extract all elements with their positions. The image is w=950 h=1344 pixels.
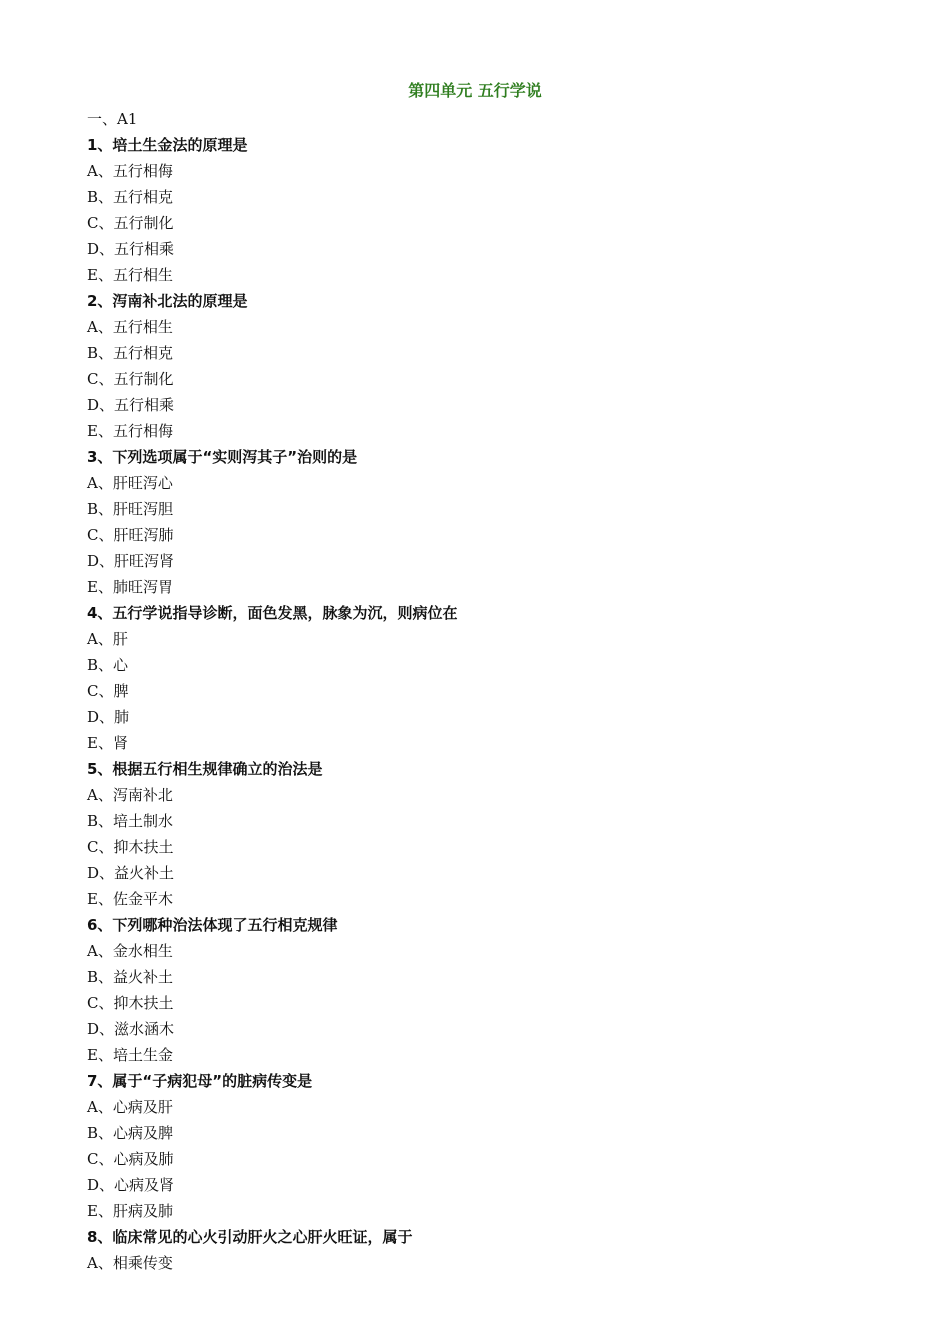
answer-option: A、肝	[87, 630, 128, 648]
answer-option: D、肝旺泻肾	[87, 552, 175, 570]
answer-option: A、相乘传变	[87, 1254, 173, 1272]
page-title: 第四单元 五行学说	[408, 81, 542, 100]
answer-option: A、金水相生	[87, 942, 173, 960]
answer-option: E、肺旺泻胃	[87, 578, 173, 596]
answer-option: D、肺	[87, 708, 130, 726]
answer-option: E、佐金平木	[87, 890, 173, 908]
question-stem: 5、根据五行相生规律确立的治法是	[87, 760, 323, 778]
question-list	[87, 106, 887, 1276]
answer-option: B、益火补土	[87, 968, 174, 986]
answer-option: D、益火补土	[87, 864, 175, 882]
answer-option: D、滋水涵木	[87, 1020, 175, 1038]
answer-option: C、心病及肺	[87, 1150, 174, 1168]
answer-option: E、肝病及肺	[87, 1202, 173, 1220]
question-stem: 8、临床常见的心火引动肝火之心肝火旺证，属于	[87, 1228, 413, 1246]
answer-option: A、五行相生	[87, 318, 173, 336]
answer-option: B、心病及脾	[87, 1124, 174, 1142]
answer-option: E、培土生金	[87, 1046, 173, 1064]
answer-option: D、心病及肾	[87, 1176, 175, 1194]
answer-option: D、五行相乘	[87, 240, 175, 258]
question-stem: 7、属于“子病犯母”的脏病传变是	[87, 1072, 313, 1090]
answer-option: B、心	[87, 656, 129, 674]
answer-option: B、肝旺泻胆	[87, 500, 174, 518]
question-stem: 2、泻南补北法的原理是	[87, 292, 248, 310]
answer-option: E、肾	[87, 734, 128, 752]
answer-option: B、五行相克	[87, 188, 174, 206]
question-stem: 6、下列哪种治法体现了五行相克规律	[87, 916, 338, 934]
section-heading: 一、A1	[87, 110, 138, 128]
answer-option: B、培土制水	[87, 812, 174, 830]
answer-option: C、抑木扶土	[87, 838, 174, 856]
question-stem: 1、培土生金法的原理是	[87, 136, 248, 154]
answer-option: C、抑木扶土	[87, 994, 174, 1012]
answer-option: E、五行相生	[87, 266, 173, 284]
answer-option: A、五行相侮	[87, 162, 173, 180]
answer-option: A、泻南补北	[87, 786, 173, 804]
question-stem: 4、五行学说指导诊断，面色发黑，脉象为沉，则病位在	[87, 604, 458, 622]
answer-option: D、五行相乘	[87, 396, 175, 414]
answer-option: C、五行制化	[87, 214, 174, 232]
answer-option: A、肝旺泻心	[87, 474, 173, 492]
answer-option: C、肝旺泻肺	[87, 526, 174, 544]
answer-option: B、五行相克	[87, 344, 174, 362]
answer-option: C、脾	[87, 682, 129, 700]
answer-option: E、五行相侮	[87, 422, 173, 440]
answer-option: A、心病及肝	[87, 1098, 173, 1116]
answer-option: C、五行制化	[87, 370, 174, 388]
question-stem: 3、下列选项属于“实则泻其子”治则的是	[87, 448, 358, 466]
